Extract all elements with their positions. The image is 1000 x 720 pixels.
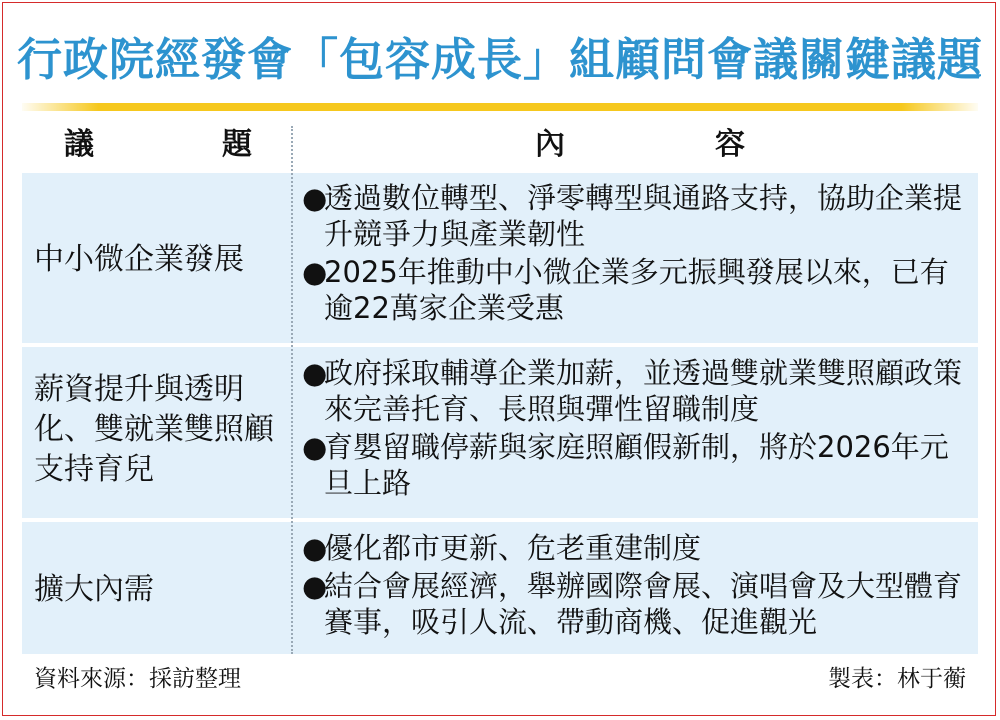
- list-item: [302, 568, 962, 640]
- list-item: [302, 355, 962, 427]
- source-note: 資料來源：採訪整理: [34, 666, 241, 692]
- row-1-content: [302, 180, 962, 328]
- row-1-item-2: 2025年推動中小微企業多元振興發展以來，已有逾22萬家企業受惠: [324, 255, 949, 325]
- row-3-topic: 擴大內需: [34, 572, 154, 607]
- row-2-item-1: 政府採取輔導企業加薪，並透過雙就業雙照顧政策來完善托育、長照與彈性留職制度: [324, 356, 963, 426]
- row-3-content: [302, 530, 962, 642]
- header-topic-char-2: 題: [222, 127, 252, 162]
- header-content-char-1: 內: [535, 127, 565, 162]
- row-2-topic: 薪資提升與透明化、雙就業雙照顧支持育兒: [34, 372, 274, 487]
- bullet-icon: ●: [302, 356, 328, 390]
- row-2-content: [302, 355, 962, 503]
- list-item: [302, 254, 962, 326]
- row-3-item-2: 結合會展經濟，舉辦國際會展、演唱會及大型體育賽事，吸引人流、帶動商機、促進觀光: [324, 569, 963, 639]
- bullet-icon: ●: [302, 531, 328, 565]
- bullet-icon: ●: [302, 181, 328, 215]
- list-item: [302, 530, 962, 566]
- list-item: [302, 180, 962, 252]
- bullet-icon: ●: [302, 430, 328, 464]
- row-1-item-1: 透過數位轉型、淨零轉型與通路支持，協助企業提升競爭力與產業韌性: [324, 181, 963, 251]
- header-content-char-2: 容: [715, 127, 745, 162]
- list-item: [302, 429, 962, 501]
- header-topic-char-1: 議: [64, 127, 94, 162]
- column-divider: [291, 126, 293, 654]
- credit-note: 製表：林于蘅: [828, 666, 966, 692]
- bullet-icon: ●: [302, 569, 328, 603]
- bullet-icon: ●: [302, 255, 328, 289]
- header-topic: [28, 122, 288, 168]
- row-1-topic: 中小微企業發展: [34, 242, 244, 277]
- header-content: [300, 122, 980, 168]
- row-3-item-1: 優化都市更新、危老重建制度: [324, 531, 702, 565]
- title-underline: [22, 103, 978, 111]
- row-2-item-2: 育嬰留職停薪與家庭照顧假新制，將於2026年元旦上路: [324, 430, 949, 500]
- page-title: 行政院經發會「包容成長」組顧問會議關鍵議題: [16, 33, 983, 86]
